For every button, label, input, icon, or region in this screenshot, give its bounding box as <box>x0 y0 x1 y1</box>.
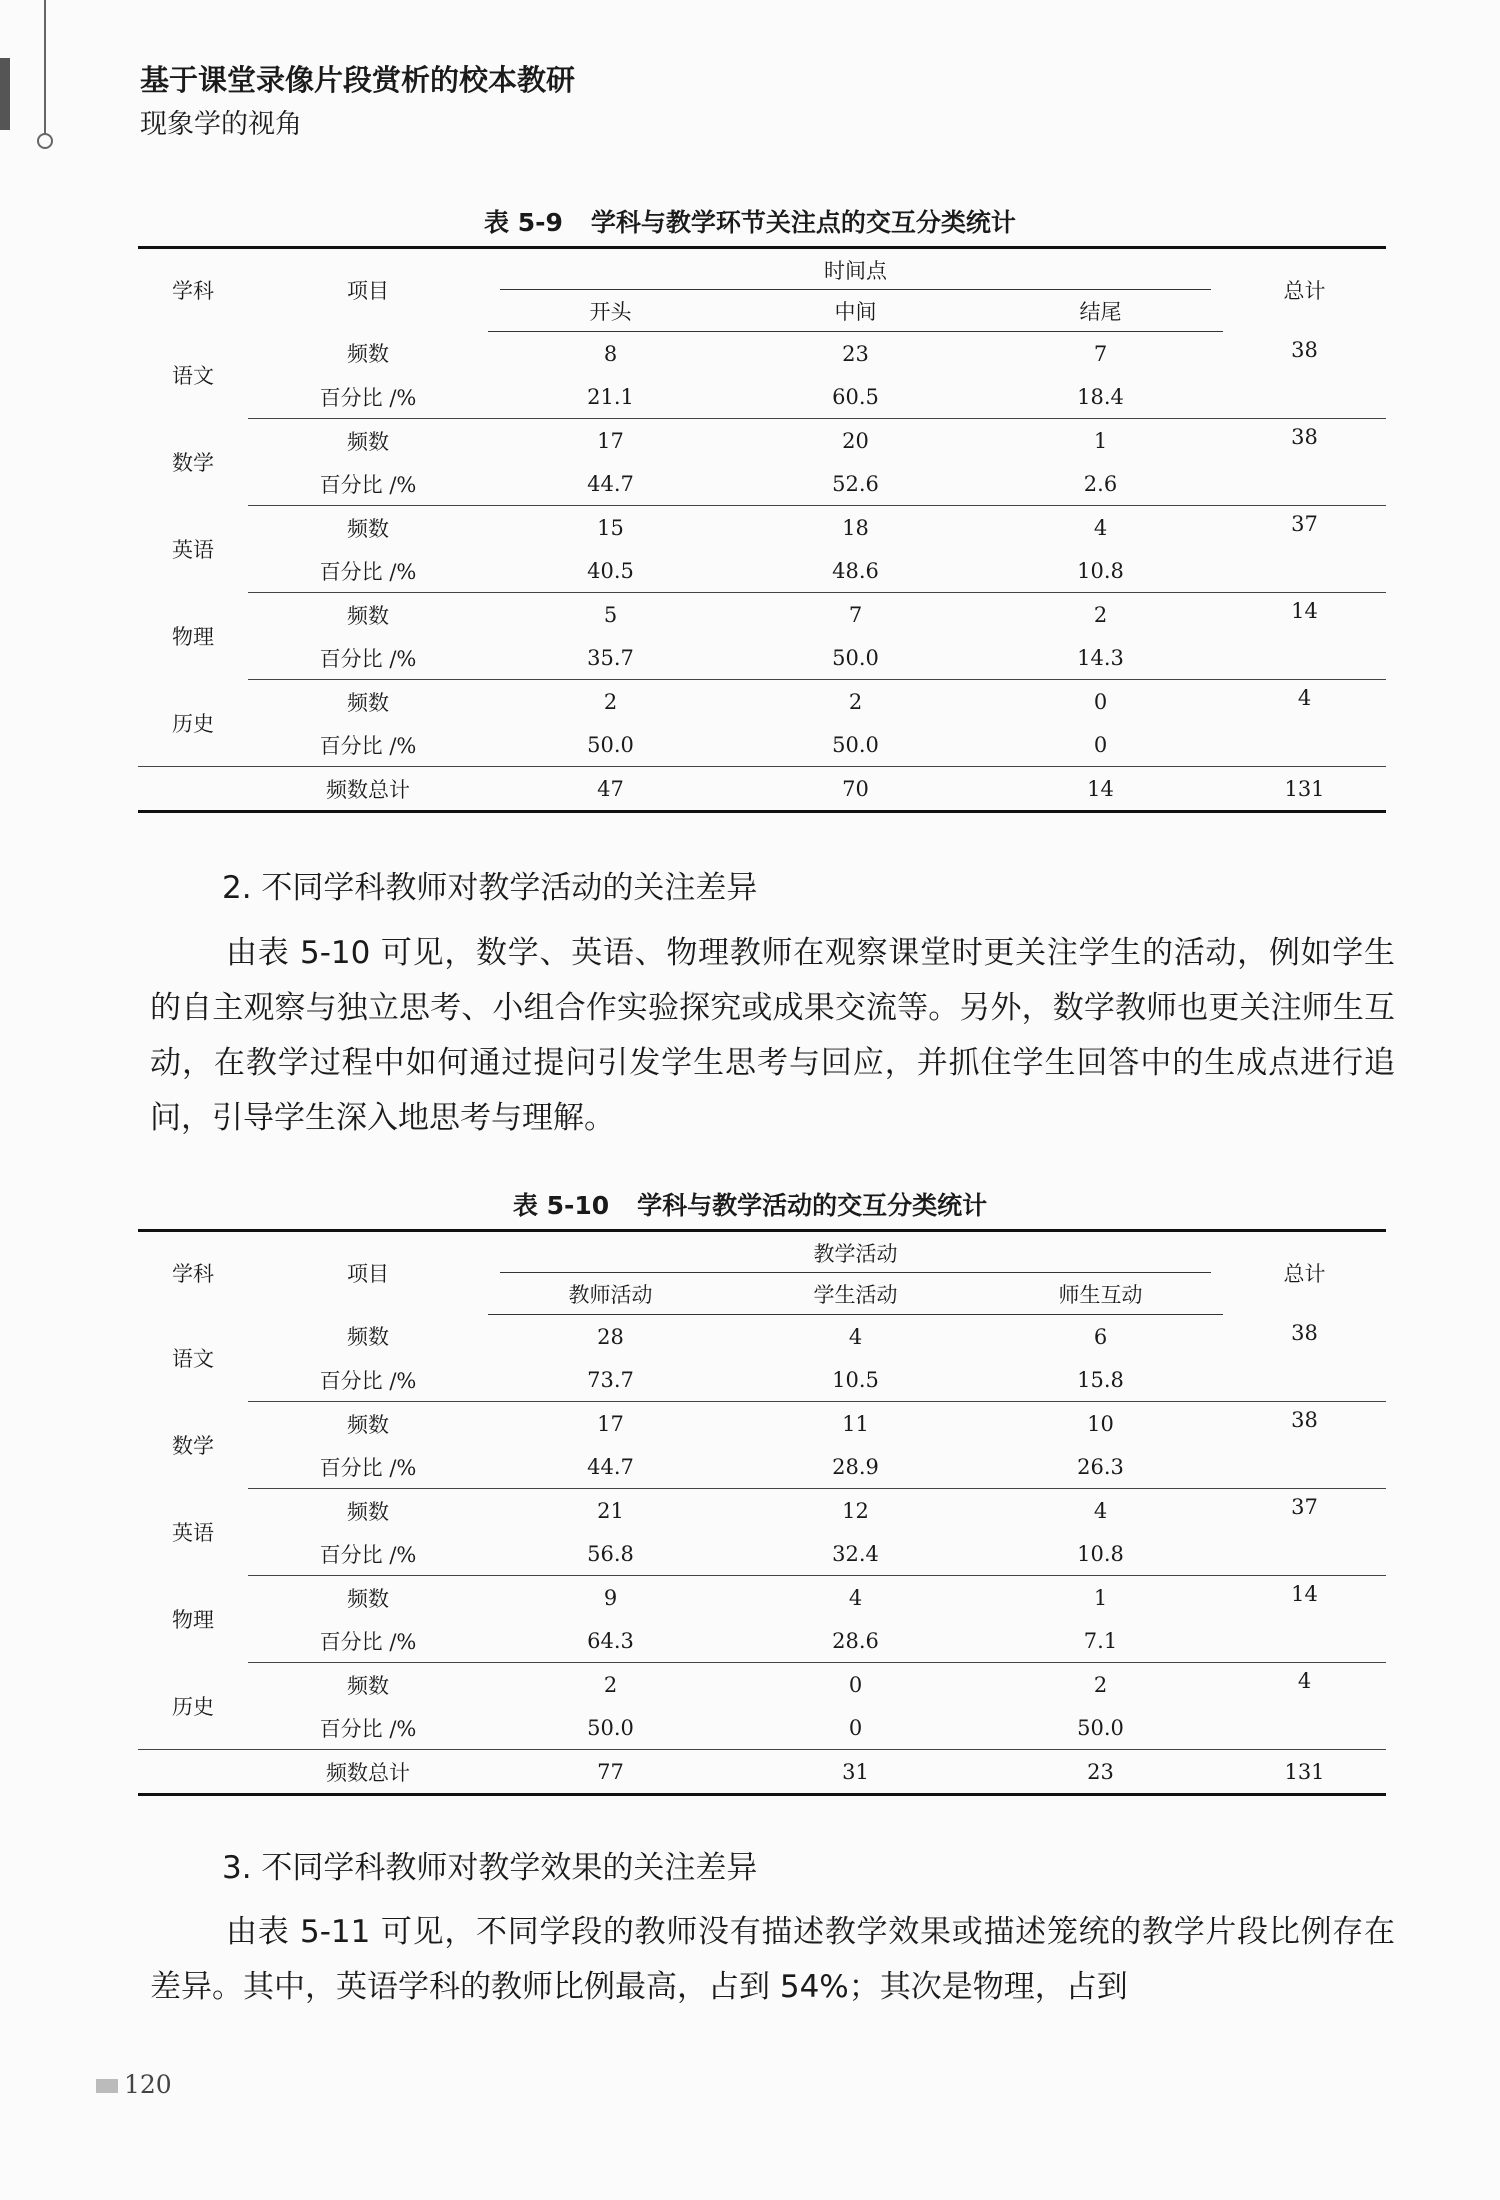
table-row <box>138 1619 1386 1663</box>
value-cell: 2 <box>848 689 863 714</box>
value-cell: 0 <box>1093 689 1108 714</box>
value-cell: 14.3 <box>978 636 1223 680</box>
value-cell: 44.7 <box>488 462 733 506</box>
table2-title: 学科与教学活动的交互分类统计 <box>637 1191 988 1220</box>
table-row <box>138 419 1386 463</box>
value-cell: 4 <box>848 1324 863 1349</box>
value-cell: 50.0 <box>587 732 634 757</box>
grand-total-cell: 131 <box>1223 767 1386 812</box>
table1-col-item: 项目 <box>248 248 488 332</box>
value-cell: 60.5 <box>733 375 978 419</box>
item-label: 频数 <box>347 1586 389 1611</box>
value-cell: 47 <box>488 767 733 812</box>
table-row <box>138 375 1386 419</box>
item-label: 频数 <box>347 690 389 715</box>
value-cell: 70 <box>733 767 978 812</box>
item-label: 百分比 /% <box>248 1532 488 1576</box>
value-cell: 50.0 <box>733 636 978 680</box>
table-row <box>138 1576 1386 1620</box>
empty-cell <box>138 767 248 812</box>
item-label: 频数 <box>347 1673 389 1698</box>
value-cell: 2 <box>603 689 618 714</box>
table-row <box>138 549 1386 593</box>
total-cell: 14 <box>1223 593 1386 680</box>
subject-cell: 历史 <box>172 1694 214 1719</box>
item-label: 百分比 /% <box>248 549 488 593</box>
subject-cell: 数学 <box>172 1434 214 1458</box>
value-cell: 12 <box>842 1498 869 1523</box>
value-cell: 10.8 <box>978 549 1223 593</box>
table-row <box>138 462 1386 506</box>
table-row <box>138 1663 1386 1707</box>
total-cell: 38 <box>1223 419 1386 506</box>
table1-group-header: 时间点 <box>500 253 1211 290</box>
value-cell: 28.9 <box>733 1445 978 1489</box>
table1-col-total: 总计 <box>1223 248 1386 332</box>
value-cell: 52.6 <box>733 462 978 506</box>
value-cell: 23 <box>978 1750 1223 1795</box>
book-subtitle: 现象学的视角 <box>140 109 302 140</box>
book-title: 基于课堂录像片段赏析的校本教研 <box>140 63 576 97</box>
total-cell: 38 <box>1223 1402 1386 1489</box>
item-label: 频数 <box>347 1325 389 1350</box>
item-label: 频数 <box>347 603 389 628</box>
item-label: 频数 <box>347 342 389 367</box>
table1-col-subject: 学科 <box>138 248 248 332</box>
table-row <box>138 1706 1386 1750</box>
value-cell: 6 <box>1093 1324 1108 1349</box>
value-cell: 10 <box>1087 1411 1114 1436</box>
page-number: 120 <box>124 2070 172 2099</box>
grand-total-cell: 131 <box>1223 1750 1386 1795</box>
value-cell: 50.0 <box>1077 1715 1124 1740</box>
value-cell: 18 <box>842 515 869 540</box>
subject-cell: 历史 <box>172 711 214 736</box>
section2-heading: 2. 不同学科教师对教学活动的关注差异 <box>222 870 758 906</box>
value-cell: 4 <box>1093 515 1108 540</box>
total-cell: 37 <box>1223 506 1386 593</box>
value-cell: 31 <box>733 1750 978 1795</box>
value-cell: 44.7 <box>488 1445 733 1489</box>
value-cell: 10.8 <box>978 1532 1223 1576</box>
item-label: 百分比 /% <box>248 1619 488 1663</box>
item-label: 频数 <box>347 1412 389 1437</box>
value-cell: 2 <box>603 1672 618 1697</box>
item-label: 百分比 /% <box>319 1716 417 1741</box>
table2-col-1: 学生活动 <box>733 1274 978 1315</box>
table-row <box>138 593 1386 637</box>
value-cell: 21 <box>597 1498 624 1523</box>
value-cell: 0 <box>1093 732 1108 757</box>
table2-col-item: 项目 <box>248 1231 488 1315</box>
value-cell: 50.0 <box>587 1715 634 1740</box>
value-cell: 4 <box>848 1585 863 1610</box>
value-cell: 11 <box>842 1411 869 1436</box>
value-cell: 20 <box>842 428 869 453</box>
value-cell: 18.4 <box>978 375 1223 419</box>
value-cell: 0 <box>848 1715 863 1740</box>
table2-col-subject: 学科 <box>138 1231 248 1315</box>
item-label: 百分比 /% <box>319 733 417 758</box>
value-cell: 5 <box>603 602 618 627</box>
table1-caption <box>0 203 1500 239</box>
item-label: 频数 <box>347 516 389 541</box>
value-cell: 77 <box>488 1750 733 1795</box>
subject-cell: 物理 <box>172 1608 214 1632</box>
table-row <box>138 1402 1386 1446</box>
value-cell: 10.5 <box>733 1358 978 1402</box>
value-cell: 26.3 <box>978 1445 1223 1489</box>
value-cell: 0 <box>848 1672 863 1697</box>
item-label: 百分比 /% <box>248 375 488 419</box>
item-label: 频数 <box>347 1499 389 1524</box>
table-row <box>138 723 1386 767</box>
value-cell: 28.6 <box>733 1619 978 1663</box>
value-cell: 17 <box>597 428 624 453</box>
table2-caption <box>0 1186 1500 1222</box>
subject-cell: 语文 <box>172 1347 214 1371</box>
subject-cell: 数学 <box>172 451 214 475</box>
subject-cell: 物理 <box>172 625 214 649</box>
table2-col-2: 师生互动 <box>978 1274 1223 1315</box>
table2-number: 表 5-10 <box>512 1191 610 1220</box>
item-label: 百分比 /% <box>248 1358 488 1402</box>
total-cell: 14 <box>1223 1576 1386 1663</box>
table1-title: 学科与教学环节关注点的交互分类统计 <box>590 208 1016 237</box>
total-cell: 4 <box>1297 1669 1312 1693</box>
header-line <box>44 0 46 140</box>
empty-cell <box>138 1750 248 1795</box>
total-label: 频数总计 <box>248 767 488 812</box>
table1 <box>138 246 1386 813</box>
table-row <box>138 680 1386 724</box>
table-row <box>138 1445 1386 1489</box>
value-cell: 35.7 <box>488 636 733 680</box>
subject-cell: 语文 <box>172 364 214 388</box>
value-cell: 7.1 <box>978 1619 1223 1663</box>
table-row <box>138 1489 1386 1533</box>
table-row-total <box>138 767 1386 812</box>
item-label: 百分比 /% <box>248 636 488 680</box>
total-cell: 37 <box>1223 1489 1386 1576</box>
total-label: 频数总计 <box>248 1750 488 1795</box>
table1-number: 表 5-9 <box>484 208 563 237</box>
header-bar <box>0 58 10 130</box>
value-cell: 64.3 <box>488 1619 733 1663</box>
total-cell: 38 <box>1223 332 1386 419</box>
value-cell: 28 <box>597 1324 624 1349</box>
value-cell: 32.4 <box>733 1532 978 1576</box>
table-row <box>138 332 1386 376</box>
value-cell: 48.6 <box>733 549 978 593</box>
section3-heading: 3. 不同学科教师对教学效果的关注差异 <box>222 1850 758 1886</box>
table-row <box>138 1315 1386 1359</box>
value-cell: 15 <box>597 515 624 540</box>
value-cell: 50.0 <box>832 732 879 757</box>
value-cell: 7 <box>1093 341 1108 366</box>
table2-col-0: 教师活动 <box>488 1274 733 1315</box>
value-cell: 2 <box>1093 602 1108 627</box>
table1-col-1: 中间 <box>733 291 978 332</box>
value-cell: 1 <box>1093 1585 1108 1610</box>
section2-paragraph: 由表 5-10 可见，数学、英语、物理教师在观察课堂时更关注学生的活动，例如学生的自主观察与独立思考、小组合作实验探究或成果交流等。另外，数学教师也更关注师生互动，在教学过程中如何通过提问引发学生思考与回应，并抓住学生回答中的生成点进行追问，引导学生深入地思考与理解。 <box>150 935 1395 1136</box>
table1-col-2: 结尾 <box>978 291 1223 332</box>
item-label: 百分比 /% <box>248 462 488 506</box>
header-dot <box>37 133 53 149</box>
value-cell: 23 <box>842 341 869 366</box>
table-row <box>138 1532 1386 1576</box>
table2 <box>138 1229 1386 1796</box>
value-cell: 73.7 <box>488 1358 733 1402</box>
value-cell: 1 <box>1093 428 1108 453</box>
value-cell: 7 <box>848 602 863 627</box>
table-row <box>138 506 1386 550</box>
section3-paragraph: 由表 5-11 可见，不同学段的教师没有描述教学效果或描述笼统的教学片段比例存在差异。其中，英语学科的教师比例最高，占到 54%；其次是物理，占到 <box>150 1914 1395 2005</box>
table-row <box>138 1358 1386 1402</box>
value-cell: 2.6 <box>978 462 1223 506</box>
value-cell: 21.1 <box>488 375 733 419</box>
value-cell: 15.8 <box>978 1358 1223 1402</box>
subject-cell: 英语 <box>172 1521 214 1545</box>
value-cell: 40.5 <box>488 549 733 593</box>
item-label: 频数 <box>347 429 389 454</box>
table2-group-header: 教学活动 <box>500 1236 1211 1273</box>
page-number-mark <box>96 2079 118 2093</box>
item-label: 百分比 /% <box>248 1445 488 1489</box>
total-cell: 4 <box>1297 686 1312 710</box>
table-row <box>138 636 1386 680</box>
value-cell: 17 <box>597 1411 624 1436</box>
value-cell: 9 <box>603 1585 618 1610</box>
value-cell: 4 <box>1093 1498 1108 1523</box>
table2-col-total: 总计 <box>1223 1231 1386 1315</box>
value-cell: 8 <box>603 341 618 366</box>
total-cell: 38 <box>1223 1315 1386 1402</box>
table-row-total <box>138 1750 1386 1795</box>
value-cell: 14 <box>978 767 1223 812</box>
table1-col-0: 开头 <box>488 291 733 332</box>
value-cell: 2 <box>1093 1672 1108 1697</box>
value-cell: 56.8 <box>488 1532 733 1576</box>
subject-cell: 英语 <box>172 538 214 562</box>
